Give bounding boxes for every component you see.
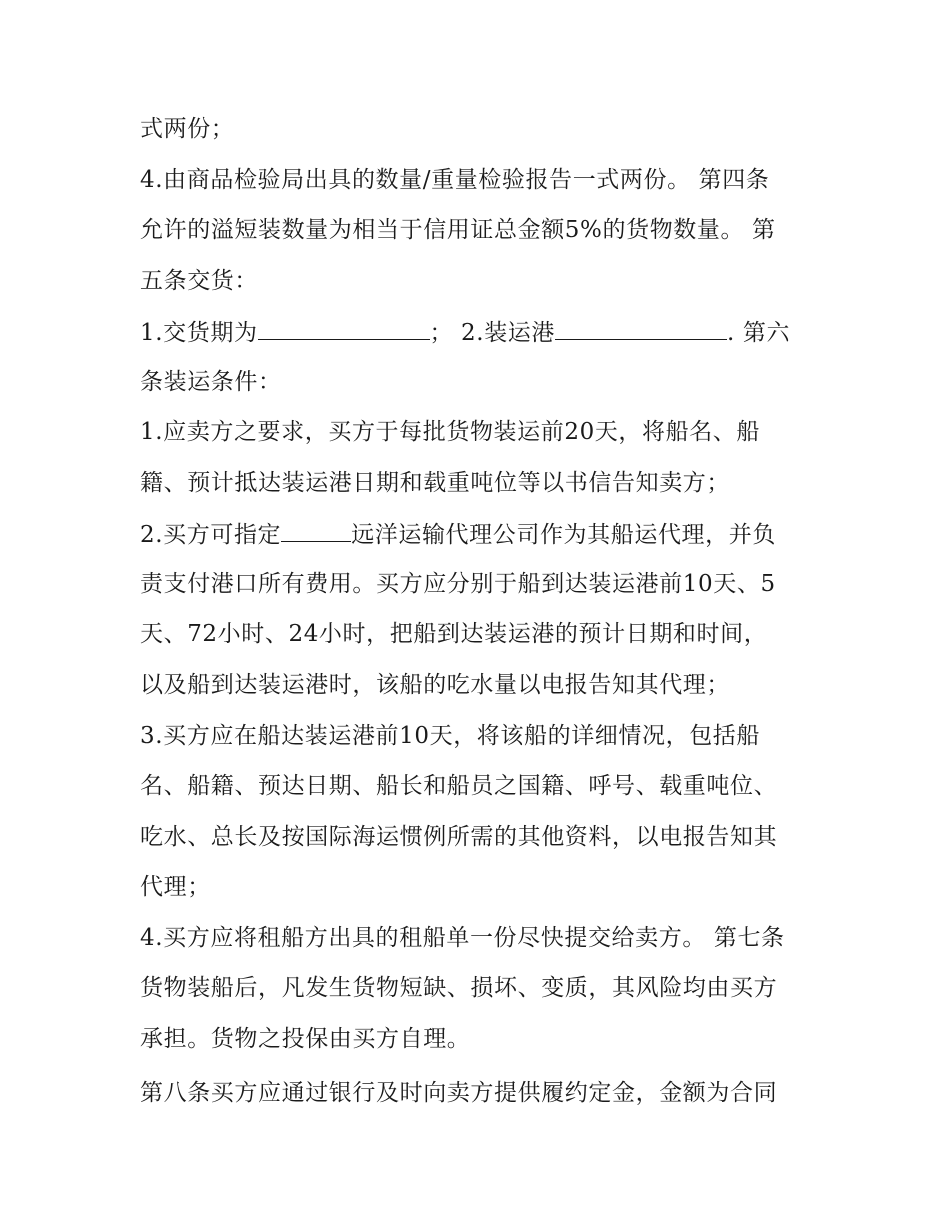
- text-line: 货物装船后，凡发生货物短缺、损坏、变质，其风险均由买方: [140, 975, 778, 1001]
- delivery-period-label: 1.交货期为: [140, 320, 258, 346]
- text-line: 4.由商品检验局出具的数量/重量检验报告一式两份。 第四条: [140, 167, 770, 193]
- text-line: 五条交货：: [140, 268, 258, 294]
- text-line: 条装运条件：: [140, 369, 282, 395]
- text-line: 吃水、总长及按国际海运惯例所需的其他资料，以电报告知其: [140, 824, 778, 850]
- text-line: 1.应卖方之要求，买方于每批货物装运前20天，将船名、船: [140, 419, 761, 445]
- text-line: 4.买方应将租船方出具的租船单一份尽快提交给卖方。 第七条: [140, 925, 785, 951]
- text-line: 名、船籍、预达日期、船长和船员之国籍、呼号、载重吨位、: [140, 773, 778, 799]
- agent-blank: [281, 513, 351, 542]
- text-line: 代理；: [140, 874, 211, 900]
- agent-text: 远洋运输代理公司作为其船运代理，并负: [351, 522, 776, 548]
- agent-label: 2.买方可指定: [140, 522, 282, 548]
- text-line: 3.买方应在船达装运港前10天，将该船的详细情况，包括船: [140, 723, 761, 749]
- section-six-label: . 第六: [727, 320, 791, 346]
- shipment-port-label: ； 2.装运港: [429, 320, 556, 346]
- shipment-port-blank: [555, 311, 727, 340]
- text-line-delivery: [140, 311, 820, 351]
- text-line: 以及船到达装运港时，该船的吃水量以电报告知其代理；: [140, 672, 730, 698]
- delivery-period-blank: [258, 311, 430, 340]
- text-line: 允许的溢短装数量为相当于信用证总金额5%的货物数量。 第: [140, 217, 776, 243]
- text-line: 式两份；: [140, 116, 235, 142]
- text-line-agent: [140, 513, 820, 553]
- text-line: 天、72小时、24小时，把船到达装运港的预计日期和时间，: [140, 621, 768, 647]
- text-line: 籍、预计抵达装运港日期和载重吨位等以书信告知卖方；: [140, 470, 730, 496]
- text-line: 承担。货物之投保由买方自理。: [140, 1026, 471, 1052]
- text-line: 第八条买方应通过银行及时向卖方提供履约定金，金额为合同: [140, 1080, 778, 1106]
- text-line: 责支付港口所有费用。买方应分别于船到达装运港前10天、5: [140, 571, 776, 597]
